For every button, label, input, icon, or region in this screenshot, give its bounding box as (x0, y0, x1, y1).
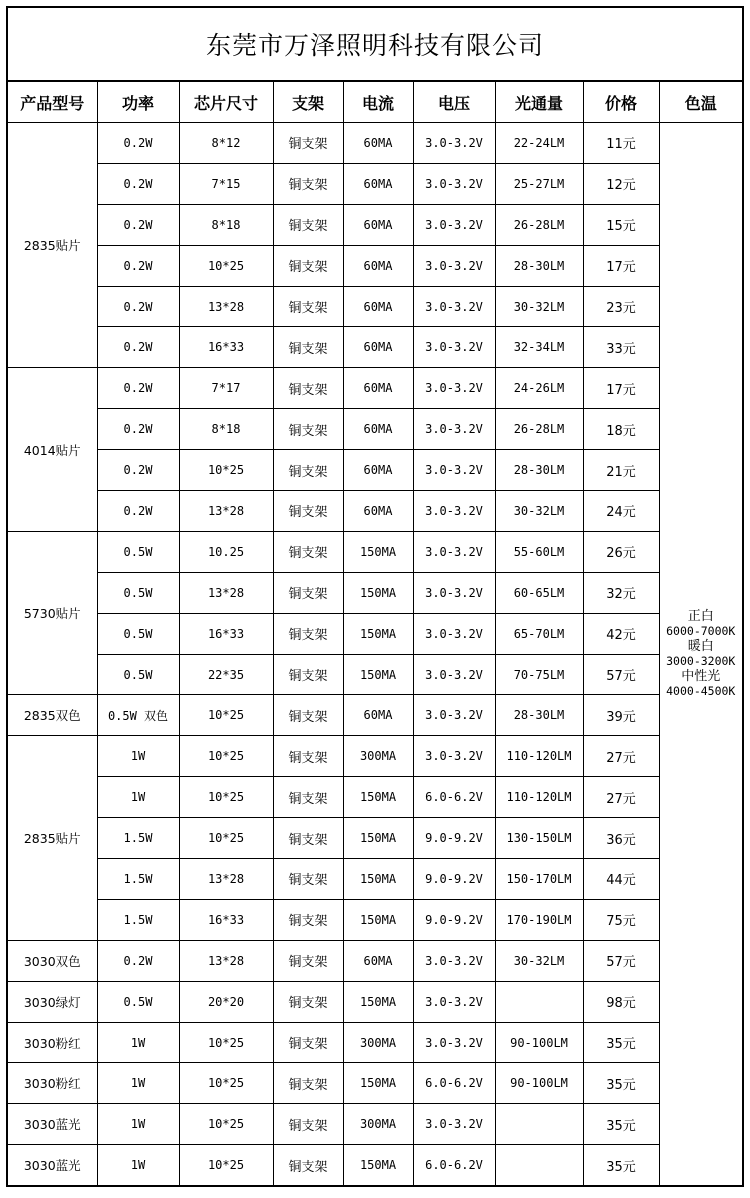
model-cell: 3030绿灯 (7, 981, 97, 1022)
color-temp-name: 中性光 (681, 669, 721, 685)
price-cell: 17元 (583, 368, 659, 409)
luminous-flux-cell: 90-100LM (495, 1063, 583, 1104)
price-cell: 24元 (583, 491, 659, 532)
model-cell: 3030双色 (7, 940, 97, 981)
model-cell: 3030蓝光 (7, 1104, 97, 1145)
luminous-flux-cell (495, 981, 583, 1022)
table-row (7, 491, 743, 532)
luminous-flux-cell: 130-150LM (495, 818, 583, 859)
header-row (7, 81, 743, 123)
table-row (7, 1063, 743, 1104)
company-title: 东莞市万泽照明科技有限公司 (7, 7, 743, 81)
chip-size-cell: 13*28 (179, 491, 273, 532)
luminous-flux-cell: 26-28LM (495, 409, 583, 450)
bracket-cell: 铜支架 (273, 940, 343, 981)
price-cell: 17元 (583, 245, 659, 286)
table-row (7, 654, 743, 695)
header-price: 价格 (583, 81, 659, 123)
luminous-flux-cell: 25-27LM (495, 163, 583, 204)
color-temp-range: 3000-3200K (666, 654, 736, 669)
chip-size-cell: 10*25 (179, 1022, 273, 1063)
bracket-cell: 铜支架 (273, 245, 343, 286)
chip-size-cell: 8*18 (179, 204, 273, 245)
bracket-cell: 铜支架 (273, 777, 343, 818)
power-cell: 0.5W (97, 981, 179, 1022)
current-cell: 60MA (343, 163, 413, 204)
model-cell: 5730贴片 (7, 531, 97, 695)
voltage-cell: 3.0-3.2V (413, 409, 495, 450)
table-row (7, 531, 743, 572)
table-row (7, 368, 743, 409)
bracket-cell: 铜支架 (273, 286, 343, 327)
current-cell: 300MA (343, 1022, 413, 1063)
current-cell: 150MA (343, 777, 413, 818)
luminous-flux-cell: 24-26LM (495, 368, 583, 409)
voltage-cell: 3.0-3.2V (413, 736, 495, 777)
table-row (7, 1104, 743, 1145)
power-cell: 1.5W (97, 859, 179, 900)
luminous-flux-cell: 30-32LM (495, 491, 583, 532)
current-cell: 60MA (343, 368, 413, 409)
bracket-cell: 铜支架 (273, 531, 343, 572)
voltage-cell: 3.0-3.2V (413, 981, 495, 1022)
voltage-cell: 9.0-9.2V (413, 899, 495, 940)
voltage-cell: 3.0-3.2V (413, 245, 495, 286)
power-cell: 0.2W (97, 940, 179, 981)
bracket-cell: 铜支架 (273, 859, 343, 900)
power-cell: 0.2W (97, 450, 179, 491)
table-row (7, 613, 743, 654)
bracket-cell: 铜支架 (273, 409, 343, 450)
bracket-cell: 铜支架 (273, 450, 343, 491)
chip-size-cell: 13*28 (179, 859, 273, 900)
luminous-flux-cell: 28-30LM (495, 245, 583, 286)
table-row (7, 818, 743, 859)
power-cell: 0.2W (97, 327, 179, 368)
luminous-flux-cell: 170-190LM (495, 899, 583, 940)
price-cell: 35元 (583, 1063, 659, 1104)
bracket-cell: 铜支架 (273, 204, 343, 245)
chip-size-cell: 13*28 (179, 940, 273, 981)
price-cell: 27元 (583, 736, 659, 777)
power-cell: 0.5W (97, 613, 179, 654)
chip-size-cell: 13*28 (179, 286, 273, 327)
power-cell: 0.5W (97, 654, 179, 695)
luminous-flux-cell: 28-30LM (495, 695, 583, 736)
power-cell: 0.5W (97, 531, 179, 572)
power-cell: 0.5W (97, 572, 179, 613)
power-cell: 0.5W 双色 (97, 695, 179, 736)
bracket-cell: 铜支架 (273, 1022, 343, 1063)
current-cell: 300MA (343, 736, 413, 777)
luminous-flux-cell: 150-170LM (495, 859, 583, 900)
power-cell: 1.5W (97, 818, 179, 859)
price-cell: 11元 (583, 123, 659, 164)
chip-size-cell: 10*25 (179, 1063, 273, 1104)
model-cell: 2835双色 (7, 695, 97, 736)
power-cell: 0.2W (97, 409, 179, 450)
price-cell: 12元 (583, 163, 659, 204)
chip-size-cell: 10*25 (179, 777, 273, 818)
bracket-cell: 铜支架 (273, 654, 343, 695)
bracket-cell: 铜支架 (273, 327, 343, 368)
current-cell: 150MA (343, 1063, 413, 1104)
table-row (7, 245, 743, 286)
power-cell: 1W (97, 1063, 179, 1104)
price-cell: 32元 (583, 572, 659, 613)
color-temp-name: 正白 (687, 609, 714, 625)
current-cell: 60MA (343, 286, 413, 327)
voltage-cell: 3.0-3.2V (413, 1022, 495, 1063)
bracket-cell: 铜支架 (273, 163, 343, 204)
luminous-flux-cell: 110-120LM (495, 777, 583, 818)
bracket-cell: 铜支架 (273, 123, 343, 164)
table-row (7, 736, 743, 777)
model-cell: 4014贴片 (7, 368, 97, 532)
price-cell: 75元 (583, 899, 659, 940)
chip-size-cell: 8*18 (179, 409, 273, 450)
bracket-cell: 铜支架 (273, 613, 343, 654)
title-row (7, 7, 743, 81)
price-table (6, 6, 744, 1187)
table-row (7, 695, 743, 736)
voltage-cell: 3.0-3.2V (413, 572, 495, 613)
table-row (7, 899, 743, 940)
luminous-flux-cell: 26-28LM (495, 204, 583, 245)
voltage-cell: 3.0-3.2V (413, 491, 495, 532)
price-cell: 27元 (583, 777, 659, 818)
luminous-flux-cell: 110-120LM (495, 736, 583, 777)
table-body (7, 123, 743, 1187)
price-cell: 98元 (583, 981, 659, 1022)
chip-size-cell: 10*25 (179, 736, 273, 777)
header-power: 功率 (97, 81, 179, 123)
bracket-cell: 铜支架 (273, 368, 343, 409)
bracket-cell: 铜支架 (273, 736, 343, 777)
power-cell: 0.2W (97, 123, 179, 164)
table-row (7, 859, 743, 900)
current-cell: 60MA (343, 123, 413, 164)
power-cell: 1W (97, 736, 179, 777)
voltage-cell: 3.0-3.2V (413, 1104, 495, 1145)
table-row (7, 123, 743, 164)
power-cell: 1W (97, 1145, 179, 1186)
current-cell: 150MA (343, 572, 413, 613)
bracket-cell: 铜支架 (273, 899, 343, 940)
power-cell: 0.2W (97, 204, 179, 245)
current-cell: 150MA (343, 531, 413, 572)
table-row (7, 327, 743, 368)
table-row (7, 572, 743, 613)
price-cell: 57元 (583, 654, 659, 695)
price-sheet (6, 6, 744, 1187)
model-cell: 3030粉红 (7, 1022, 97, 1063)
chip-size-cell: 7*17 (179, 368, 273, 409)
table-row (7, 1022, 743, 1063)
table-row (7, 163, 743, 204)
header-model: 产品型号 (7, 81, 97, 123)
bracket-cell: 铜支架 (273, 1063, 343, 1104)
bracket-cell: 铜支架 (273, 1145, 343, 1186)
luminous-flux-cell: 90-100LM (495, 1022, 583, 1063)
voltage-cell: 9.0-9.2V (413, 818, 495, 859)
header-color-temp: 色温 (659, 81, 743, 123)
luminous-flux-cell: 32-34LM (495, 327, 583, 368)
price-cell: 36元 (583, 818, 659, 859)
current-cell: 300MA (343, 1104, 413, 1145)
voltage-cell: 3.0-3.2V (413, 163, 495, 204)
voltage-cell: 6.0-6.2V (413, 1063, 495, 1104)
price-cell: 35元 (583, 1145, 659, 1186)
bracket-cell: 铜支架 (273, 981, 343, 1022)
luminous-flux-cell: 65-70LM (495, 613, 583, 654)
voltage-cell: 6.0-6.2V (413, 1145, 495, 1186)
price-cell: 23元 (583, 286, 659, 327)
header-current: 电流 (343, 81, 413, 123)
table-row (7, 1145, 743, 1186)
current-cell: 60MA (343, 940, 413, 981)
voltage-cell: 3.0-3.2V (413, 531, 495, 572)
price-cell: 42元 (583, 613, 659, 654)
voltage-cell: 3.0-3.2V (413, 695, 495, 736)
voltage-cell: 3.0-3.2V (413, 450, 495, 491)
voltage-cell: 6.0-6.2V (413, 777, 495, 818)
price-cell: 35元 (583, 1022, 659, 1063)
current-cell: 60MA (343, 491, 413, 532)
chip-size-cell: 16*33 (179, 899, 273, 940)
power-cell: 1W (97, 1104, 179, 1145)
luminous-flux-cell: 70-75LM (495, 654, 583, 695)
chip-size-cell: 10*25 (179, 450, 273, 491)
model-cell: 2835贴片 (7, 123, 97, 368)
current-cell: 150MA (343, 613, 413, 654)
current-cell: 60MA (343, 245, 413, 286)
power-cell: 0.2W (97, 286, 179, 327)
power-cell: 1.5W (97, 899, 179, 940)
table-row (7, 450, 743, 491)
price-cell: 39元 (583, 695, 659, 736)
bracket-cell: 铜支架 (273, 491, 343, 532)
table-row (7, 204, 743, 245)
header-luminous-flux: 光通量 (495, 81, 583, 123)
chip-size-cell: 10.25 (179, 531, 273, 572)
voltage-cell: 3.0-3.2V (413, 613, 495, 654)
voltage-cell: 3.0-3.2V (413, 286, 495, 327)
luminous-flux-cell: 30-32LM (495, 286, 583, 327)
color-temp-range: 6000-7000K (666, 624, 736, 639)
luminous-flux-cell: 28-30LM (495, 450, 583, 491)
luminous-flux-cell: 22-24LM (495, 123, 583, 164)
current-cell: 60MA (343, 450, 413, 491)
chip-size-cell: 22*35 (179, 654, 273, 695)
voltage-cell: 3.0-3.2V (413, 204, 495, 245)
power-cell: 1W (97, 777, 179, 818)
price-cell: 35元 (583, 1104, 659, 1145)
price-cell: 26元 (583, 531, 659, 572)
price-cell: 21元 (583, 450, 659, 491)
price-cell: 44元 (583, 859, 659, 900)
chip-size-cell: 10*25 (179, 245, 273, 286)
table-row (7, 940, 743, 981)
current-cell: 150MA (343, 859, 413, 900)
power-cell: 0.2W (97, 163, 179, 204)
price-cell: 18元 (583, 409, 659, 450)
current-cell: 150MA (343, 981, 413, 1022)
voltage-cell: 3.0-3.2V (413, 368, 495, 409)
bracket-cell: 铜支架 (273, 572, 343, 613)
voltage-cell: 3.0-3.2V (413, 654, 495, 695)
current-cell: 150MA (343, 818, 413, 859)
chip-size-cell: 10*25 (179, 695, 273, 736)
chip-size-cell: 16*33 (179, 327, 273, 368)
table-row (7, 409, 743, 450)
voltage-cell: 3.0-3.2V (413, 327, 495, 368)
current-cell: 60MA (343, 409, 413, 450)
voltage-cell: 3.0-3.2V (413, 123, 495, 164)
power-cell: 1W (97, 1022, 179, 1063)
chip-size-cell: 16*33 (179, 613, 273, 654)
model-cell: 3030蓝光 (7, 1145, 97, 1186)
current-cell: 150MA (343, 1145, 413, 1186)
table-row (7, 286, 743, 327)
voltage-cell: 9.0-9.2V (413, 859, 495, 900)
chip-size-cell: 8*12 (179, 123, 273, 164)
power-cell: 0.2W (97, 245, 179, 286)
current-cell: 60MA (343, 204, 413, 245)
bracket-cell: 铜支架 (273, 1104, 343, 1145)
chip-size-cell: 10*25 (179, 1145, 273, 1186)
chip-size-cell: 10*25 (179, 1104, 273, 1145)
bracket-cell: 铜支架 (273, 695, 343, 736)
luminous-flux-cell: 60-65LM (495, 572, 583, 613)
color-temp-range: 4000-4500K (666, 684, 736, 699)
header-voltage: 电压 (413, 81, 495, 123)
color-temp-name: 暖白 (687, 639, 714, 655)
voltage-cell: 3.0-3.2V (413, 940, 495, 981)
color-temp-cell (659, 123, 743, 1187)
model-cell: 3030粉红 (7, 1063, 97, 1104)
chip-size-cell: 10*25 (179, 818, 273, 859)
price-cell: 15元 (583, 204, 659, 245)
power-cell: 0.2W (97, 368, 179, 409)
table-row (7, 777, 743, 818)
chip-size-cell: 13*28 (179, 572, 273, 613)
luminous-flux-cell: 30-32LM (495, 940, 583, 981)
current-cell: 60MA (343, 327, 413, 368)
price-cell: 33元 (583, 327, 659, 368)
current-cell: 60MA (343, 695, 413, 736)
chip-size-cell: 7*15 (179, 163, 273, 204)
header-chip-size: 芯片尺寸 (179, 81, 273, 123)
chip-size-cell: 20*20 (179, 981, 273, 1022)
table-row (7, 981, 743, 1022)
bracket-cell: 铜支架 (273, 818, 343, 859)
luminous-flux-cell (495, 1104, 583, 1145)
header-bracket: 支架 (273, 81, 343, 123)
luminous-flux-cell: 55-60LM (495, 531, 583, 572)
current-cell: 150MA (343, 899, 413, 940)
price-cell: 57元 (583, 940, 659, 981)
model-cell: 2835贴片 (7, 736, 97, 940)
current-cell: 150MA (343, 654, 413, 695)
luminous-flux-cell (495, 1145, 583, 1186)
power-cell: 0.2W (97, 491, 179, 532)
